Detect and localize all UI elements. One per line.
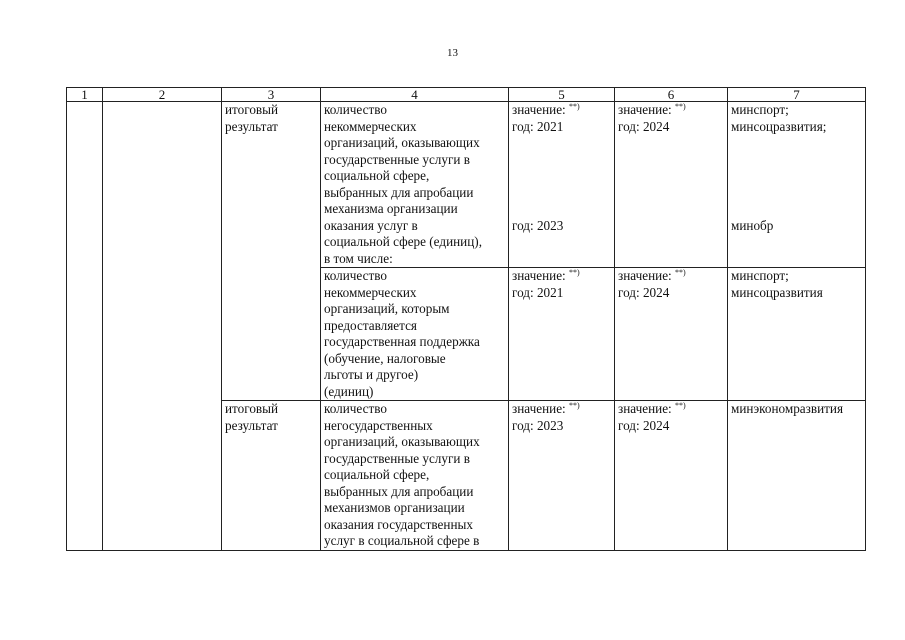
responsible-line: минсоцразвития; bbox=[731, 118, 827, 134]
value-cell bbox=[509, 102, 615, 268]
value-label: значение: **) bbox=[512, 401, 580, 416]
text-line: выбранных для апробации bbox=[324, 483, 474, 499]
text-line: организаций, которым bbox=[324, 301, 450, 316]
table-row bbox=[67, 102, 866, 268]
target-cell bbox=[615, 268, 728, 401]
responsible-cell bbox=[728, 268, 866, 401]
column-number: 3 bbox=[222, 88, 321, 102]
indicator-cell bbox=[321, 102, 509, 268]
column-number: 1 bbox=[67, 88, 103, 102]
footnote-mark: **) bbox=[675, 401, 686, 410]
text-line: государственная поддержка bbox=[324, 334, 480, 349]
column-number-row bbox=[67, 88, 866, 102]
footnote-mark: **) bbox=[569, 268, 580, 277]
text-line: механизма организации bbox=[324, 201, 458, 216]
indicators-table bbox=[66, 87, 866, 551]
text-line: в том числе: bbox=[324, 250, 393, 266]
target-cell bbox=[615, 102, 728, 268]
responsible-line: минсоцразвития bbox=[731, 284, 823, 300]
value-cell bbox=[509, 401, 615, 551]
text-line: некоммерческих bbox=[324, 118, 417, 134]
empty-cell-col2 bbox=[103, 102, 222, 551]
text-line: итоговый bbox=[225, 102, 279, 117]
result-type-cell bbox=[222, 102, 321, 401]
text-line: социальной сфере, bbox=[324, 467, 430, 482]
responsible-line: минспорт; bbox=[731, 102, 789, 117]
value-label: значение: **) bbox=[618, 268, 686, 283]
indicator-cell bbox=[321, 401, 509, 551]
text-line: (обучение, налоговые bbox=[324, 350, 446, 366]
text-line: социальной сфере, bbox=[324, 168, 430, 183]
text-line: количество bbox=[324, 268, 387, 283]
value-label: значение: **) bbox=[618, 102, 686, 117]
text-line: оказания услуг в bbox=[324, 217, 418, 233]
text-line: предоставляется bbox=[324, 317, 417, 333]
column-number: 2 bbox=[103, 88, 222, 102]
footnote-mark: **) bbox=[569, 401, 580, 410]
text-line: услуг в социальной сфере в bbox=[324, 533, 480, 548]
year-label: год: 2024 bbox=[618, 417, 670, 433]
responsible-line: минспорт; bbox=[731, 268, 789, 283]
text-line: итоговый bbox=[225, 401, 279, 416]
responsible-cell bbox=[728, 401, 866, 551]
responsible-cell bbox=[728, 102, 866, 268]
value-label: значение: **) bbox=[512, 102, 580, 117]
text-line: некоммерческих bbox=[324, 284, 417, 300]
text-line: выбранных для апробации bbox=[324, 184, 474, 200]
empty-cell-col1 bbox=[67, 102, 103, 551]
text-line: результат bbox=[225, 118, 278, 134]
footnote-mark: **) bbox=[675, 102, 686, 111]
result-type-cell bbox=[222, 401, 321, 551]
text-line: государственные услуги в bbox=[324, 151, 470, 167]
year-label: год: 2024 bbox=[618, 284, 670, 300]
indicator-cell bbox=[321, 268, 509, 401]
text-line: результат bbox=[225, 417, 278, 433]
text-line: негосударственных bbox=[324, 417, 433, 433]
text-line: льготы и другое) bbox=[324, 367, 419, 382]
year-label: год: 2021 bbox=[512, 284, 564, 300]
column-number: 4 bbox=[321, 88, 509, 102]
column-number: 6 bbox=[615, 88, 728, 102]
footnote-mark: **) bbox=[675, 268, 686, 277]
value-label: значение: **) bbox=[618, 401, 686, 416]
page-number: 13 bbox=[447, 47, 458, 59]
footnote-mark: **) bbox=[569, 102, 580, 111]
text-line: социальной сфере (единиц), bbox=[324, 234, 482, 249]
year-label: год: 2023 bbox=[512, 417, 564, 433]
text-line: количество bbox=[324, 102, 387, 117]
target-cell bbox=[615, 401, 728, 551]
text-line: организаций, оказывающих bbox=[324, 135, 480, 150]
year-label: год: 2023 bbox=[512, 218, 564, 233]
year-label: год: 2021 bbox=[512, 118, 564, 134]
value-label: значение: **) bbox=[512, 268, 580, 283]
text-line: оказания государственных bbox=[324, 516, 473, 532]
text-line: организаций, оказывающих bbox=[324, 434, 480, 449]
text-line: государственные услуги в bbox=[324, 450, 470, 466]
responsible-line: минэкономразвития bbox=[731, 401, 844, 416]
responsible-line: минобр bbox=[731, 218, 774, 233]
column-number: 5 bbox=[509, 88, 615, 102]
year-label: год: 2024 bbox=[618, 118, 670, 134]
text-line: количество bbox=[324, 401, 387, 416]
value-cell bbox=[509, 268, 615, 401]
text-line: механизмов организации bbox=[324, 500, 465, 515]
column-number: 7 bbox=[728, 88, 866, 102]
text-line: (единиц) bbox=[324, 383, 374, 399]
